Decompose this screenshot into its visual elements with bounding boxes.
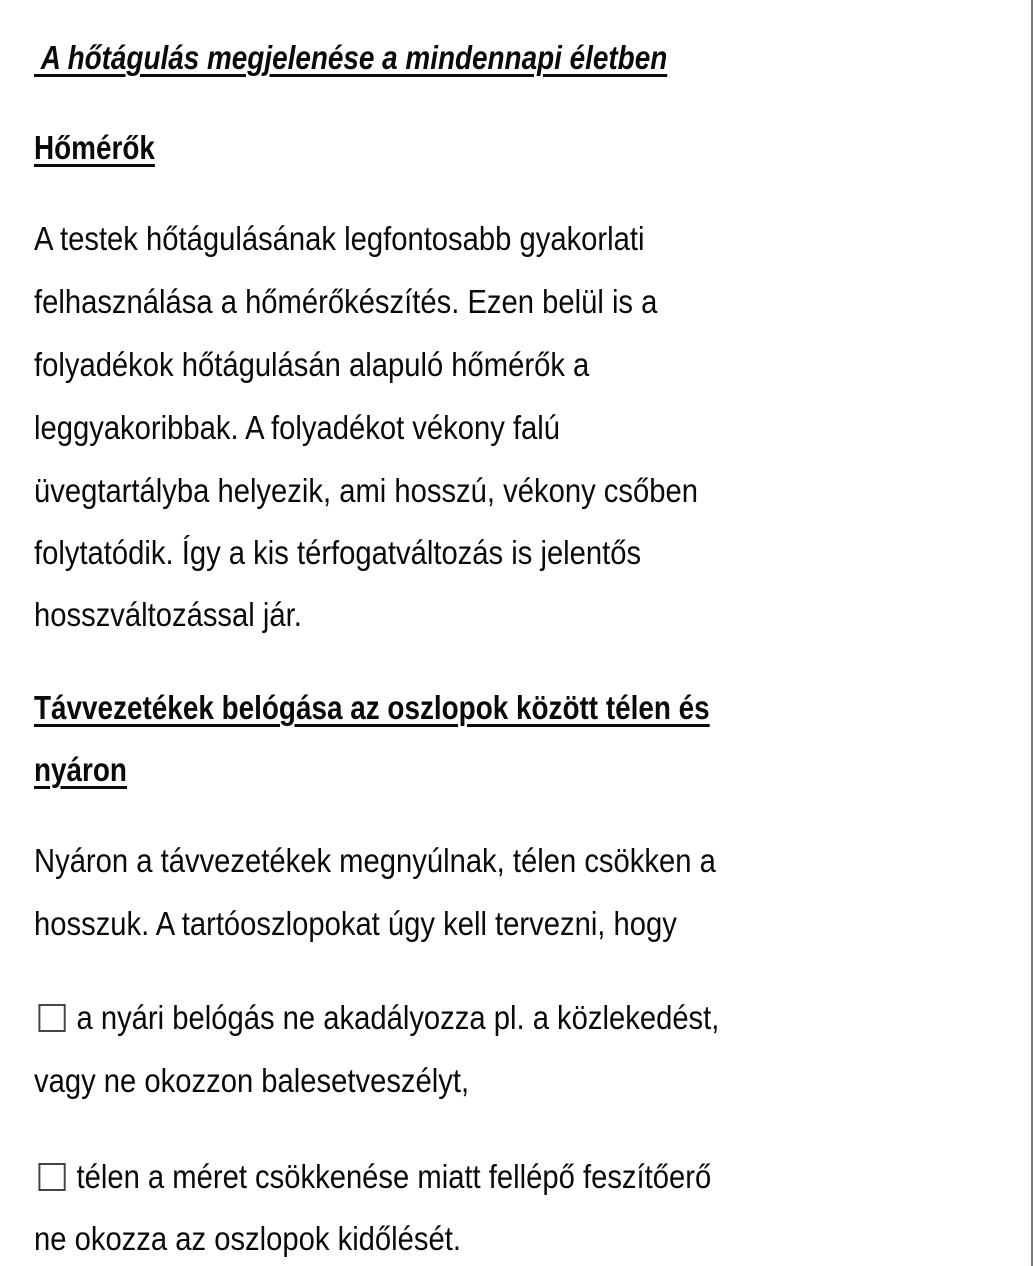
paragraph-line: leggyakoribbak. A folyadékot vékony falú — [34, 409, 561, 446]
heading-line: Távvezetékek belógása az oszlopok között télen és — [34, 689, 710, 726]
document-title: A hőtágulás megjelenése a mindennapi életben — [34, 39, 668, 76]
checklist-item-continuation: ne okozza az oszlopok kidőlését. — [34, 1220, 461, 1257]
paragraph-line: A testek hőtágulásának legfontosabb gyakorlati — [34, 220, 645, 257]
checklist-item-continuation: vagy ne okozzon balesetveszélyt, — [34, 1062, 470, 1099]
checklist-item-text: a nyári belógás ne akadályozza pl. a közlekedést, — [76, 999, 720, 1036]
paragraph-line: Nyáron a távvezetékek megnyúlnak, télen csökken a — [34, 842, 716, 879]
paragraph-line: hosszuk. A tartóoszlopokat úgy kell tervezni, hogy — [34, 905, 677, 942]
paragraph-line: folytatódik. Így a kis térfogatváltozás is jelentős — [34, 534, 642, 571]
empty-checkbox-icon[interactable] — [38, 1163, 65, 1191]
section-heading-thermometers: Hőmérők — [34, 129, 155, 166]
checklist-item-first-line — [34, 1157, 711, 1197]
paragraph-line: felhasználása a hőmérőkészítés. Ezen belül is a — [34, 283, 658, 320]
empty-checkbox-icon[interactable] — [38, 1004, 65, 1032]
paragraph-line: folyadékok hőtágulásán alapuló hőmérők a — [34, 346, 590, 383]
paragraph-line: üvegtartályba helyezik, ami hosszú, vékony csőben — [34, 472, 698, 509]
paragraph-line: hosszváltozással jár. — [34, 596, 302, 633]
checklist-item-first-line — [34, 998, 719, 1038]
heading-line: nyáron — [34, 751, 127, 788]
checklist-item-text: télen a méret csökkenése miatt fellépő feszítőerő — [76, 1158, 712, 1195]
